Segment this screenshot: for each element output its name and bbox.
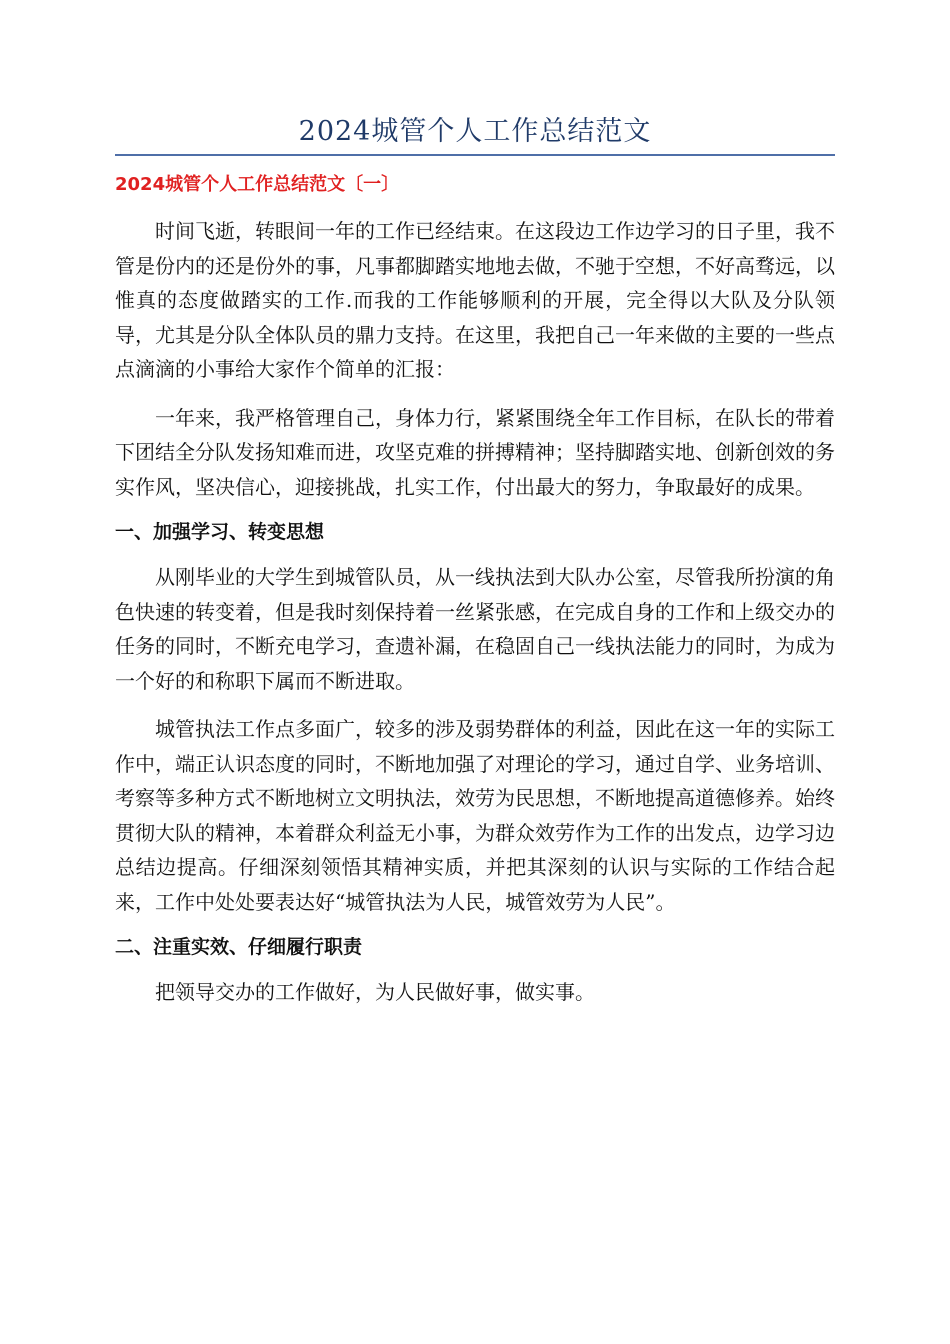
body-paragraph: 从刚毕业的大学生到城管队员，从一线执法到大队办公室，尽管我所扮演的角色快速的转变着，但是我时刻保持着一丝紧张感，在完成自身的工作和上级交办的任务的同时，不断充电学习，查遗补漏，在稳固自己一线执法能力的同时，为成为一个好的和称职下属而不断进取。: [115, 565, 835, 693]
document-title: 2024城管个人工作总结范文: [298, 116, 652, 147]
body-paragraph: 时间飞逝，转眼间一年的工作已经结束。在这段边工作边学习的日子里，我不管是份内的还是份外的事，凡事都脚踏实地地去做，不驰于空想，不好高骛远，以惟真的态度做踏实的工作.而我的工作能够顺利的开展，完全得以大队及分队领导，尤其是分队全体队员的鼎力支持。在这里，我把自己一年来做的主要的一些点点滴滴的小事给大家作个简单的汇报：: [115, 219, 835, 381]
body-paragraph: 一年来，我严格管理自己，身体力行，紧紧围绕全年工作目标，在队长的带着下团结全分队发扬知难而进，攻坚克难的拼搏精神；坚持脚踏实地、创新创效的务实作风，坚决信心，迎接挑战，扎实工作，付出最大的努力，争取最好的成果。: [115, 405, 835, 499]
section-heading-2: 二、注重实效、仔细履行职责: [115, 936, 363, 958]
section-subtitle: 2024城管个人工作总结范文〔一〕: [115, 174, 400, 195]
body-paragraph: 城管执法工作点多面广，较多的涉及弱势群体的利益，因此在这一年的实际工作中，端正认识态度的同时，不断地加强了对理论的学习，通过自学、业务培训、考察等多种方式不断地树立文明执法，效劳为民思想，不断地提高道德修养。始终贯彻大队的精神，本着群众利益无小事，为群众效劳作为工作的出发点，边学习边总结边提高。仔细深刻领悟其精神实质，并把其深刻的认识与实际的工作结合起来，工作中处处要表达好“城管执法为人民，城管效劳为人民”。: [115, 717, 835, 914]
document-body: [115, 172, 835, 1024]
title-underline-rule: [115, 154, 835, 156]
section-heading-1: 一、加强学习、转变思想: [115, 521, 325, 543]
body-paragraph: 把领导交办的工作做好，为人民做好事，做实事。: [155, 980, 595, 1004]
